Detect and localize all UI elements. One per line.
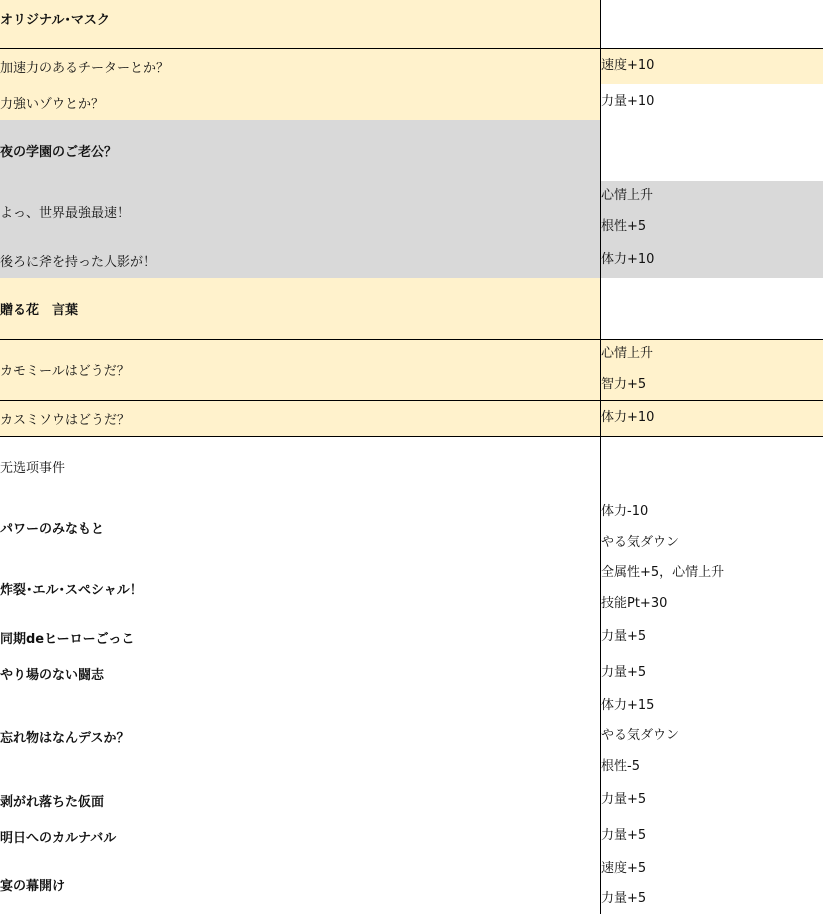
effect-line: 力量+5: [601, 891, 647, 906]
event-effects-cell: [601, 558, 823, 619]
event-effects-cell: [601, 339, 823, 400]
event-effects-cell: [601, 436, 823, 497]
event-title: 炸裂･エル･スペシャル！: [0, 583, 143, 598]
event-title-cell: [0, 48, 600, 84]
event-title: 无选项事件: [0, 461, 66, 476]
table-row: [0, 0, 823, 48]
effect-line: 全属性+5，心情上升: [601, 565, 725, 581]
table-row: [0, 854, 823, 914]
effect-line: 体力+15: [601, 698, 655, 714]
event-title-cell: [0, 782, 600, 818]
event-title: 同期deヒーローごっこ: [0, 631, 135, 647]
event-title: 贈る花 言葉: [0, 303, 79, 318]
event-title-cell: [0, 278, 600, 339]
event-title-cell: [0, 400, 600, 436]
event-effects-cell: [601, 242, 823, 278]
effect-line: 心情上升: [601, 188, 654, 204]
event-title-cell: [0, 84, 600, 120]
table-row: [0, 339, 823, 400]
event-title-cell: [0, 619, 600, 655]
effect-line: 力量+10: [601, 94, 655, 109]
event-effects-cell: [601, 181, 823, 242]
row-divider: [0, 48, 823, 49]
table-row: [0, 691, 823, 782]
table-row: [0, 181, 823, 242]
effect-line: 力量+5: [601, 792, 647, 807]
table-row: [0, 242, 823, 278]
effect-line: 智力+5: [601, 376, 647, 392]
event-effects-cell: [601, 655, 823, 691]
table-row: [0, 558, 823, 619]
event-title-cell: [0, 818, 600, 854]
event-effects-cell: [601, 818, 823, 854]
table-row: [0, 48, 823, 84]
table-row: [0, 655, 823, 691]
event-effects-cell: [601, 0, 823, 48]
table-row: [0, 782, 823, 818]
event-title-cell: [0, 854, 600, 914]
table-row: [0, 120, 823, 181]
effect-line: 根性+5: [601, 218, 647, 234]
effect-line: 力量+5: [601, 828, 647, 843]
event-title: よっ、世界最強最速！: [0, 206, 131, 221]
event-title: 夜の学園のご老公？: [0, 145, 118, 160]
effect-line: 速度+10: [601, 58, 655, 73]
effect-line: 速度+5: [601, 861, 647, 876]
event-title-cell: [0, 436, 600, 497]
table-row: [0, 278, 823, 339]
event-title-cell: [0, 655, 600, 691]
event-title: 加速力のあるチーターとか？: [0, 60, 170, 76]
effect-line: 力量+5: [601, 665, 647, 680]
table-row: [0, 619, 823, 655]
event-title: カスミソウはどうだ？: [0, 412, 131, 428]
event-effects-cell: [601, 400, 823, 436]
row-divider: [0, 400, 823, 401]
event-title: オリジナル･マスク: [0, 13, 110, 28]
effect-line: 技能Pt+30: [601, 595, 668, 611]
event-title-cell: [0, 691, 600, 782]
event-effects-cell: [601, 619, 823, 655]
table-row: [0, 84, 823, 120]
effect-line: 体力+10: [601, 252, 655, 267]
effect-line: 体力-10: [601, 504, 649, 520]
event-title-cell: [0, 339, 600, 400]
event-title: 明日へのカルナバル: [0, 830, 117, 846]
event-title: 後ろに斧を持った人影が！: [0, 254, 157, 270]
event-effects-cell: [601, 278, 823, 339]
event-title-cell: [0, 120, 600, 181]
table-row: [0, 400, 823, 436]
effect-line: 力量+5: [601, 629, 647, 644]
event-effects-cell: [601, 48, 823, 84]
event-title: パワーのみなもと: [0, 522, 105, 537]
table-row: [0, 497, 823, 558]
effect-line: やる気ダウン: [601, 534, 680, 550]
table-row: [0, 818, 823, 854]
event-title: 宴の幕開け: [0, 878, 66, 894]
effect-line: 根性-5: [601, 758, 640, 774]
effect-line: やる気ダウン: [601, 728, 680, 744]
event-title-cell: [0, 558, 600, 619]
event-title-cell: [0, 242, 600, 278]
column-divider: [600, 0, 601, 914]
event-title-cell: [0, 0, 600, 48]
event-effects-cell: [601, 854, 823, 914]
row-divider: [0, 339, 823, 340]
event-effects-cell: [601, 691, 823, 782]
row-divider: [0, 436, 823, 437]
event-effects-cell: [601, 782, 823, 818]
effect-line: 心情上升: [601, 346, 654, 362]
event-title: 力強いゾウとか？: [0, 96, 105, 112]
effect-line: 体力+10: [601, 410, 655, 425]
event-title: 剥がれ落ちた仮面: [0, 794, 105, 810]
event-title-cell: [0, 497, 600, 558]
event-effects-cell: [601, 497, 823, 558]
event-title: やり場のない闘志: [0, 667, 105, 683]
event-effects-cell: [601, 120, 823, 181]
event-title: 忘れ物はなんデスか？: [0, 731, 130, 746]
event-title-cell: [0, 181, 600, 242]
event-effects-cell: [601, 84, 823, 120]
event-title: カモミールはどうだ？: [0, 364, 130, 379]
table-row: [0, 436, 823, 497]
